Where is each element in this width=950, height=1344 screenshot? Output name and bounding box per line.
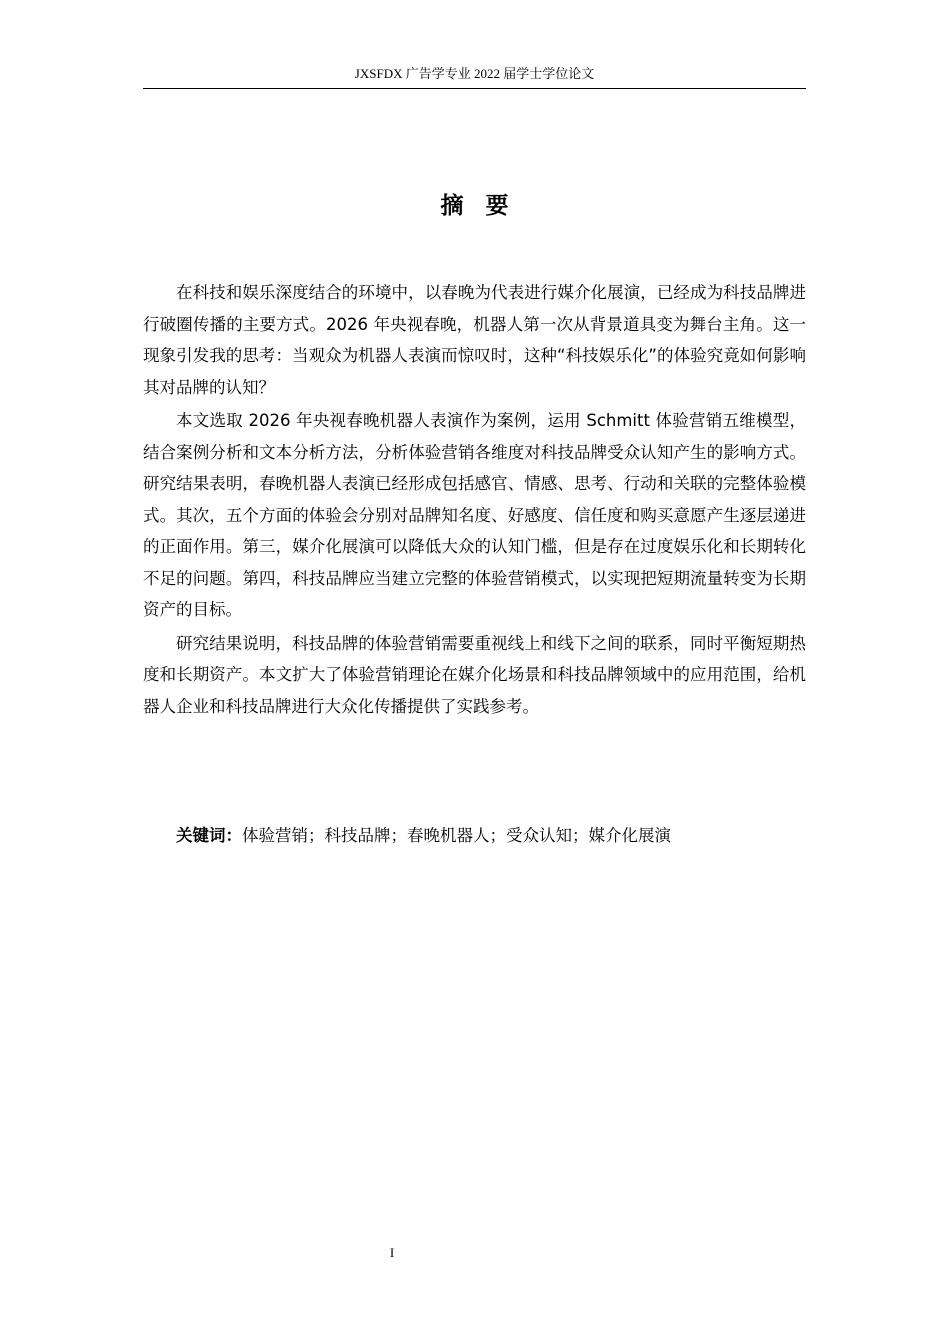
page-number: I bbox=[389, 1245, 395, 1260]
abstract-body bbox=[143, 277, 806, 724]
keywords-label: 关键词： bbox=[176, 826, 242, 845]
keywords-list: 体验营销；科技品牌；春晚机器人；受众认知；媒介化展演 bbox=[242, 826, 671, 845]
keywords-line bbox=[143, 820, 806, 851]
abstract-paragraph-1: 在科技和娱乐深度结合的环境中，以春晚为代表进行媒介化展演，已经成为科技品牌进行破圈传播的主要方式。2026 年央视春晚，机器人第一次从背景道具变为舞台主角。这一现象引发我的思考：当观众为机器人表演而惊叹时，这种“科技娱乐化”的体验究竟如何影响其对品牌的认知？ bbox=[143, 283, 806, 397]
running-header-text: JXSFDX 广告学专业 2022 届学士学位论文 bbox=[354, 66, 595, 81]
abstract-paragraph-3: 研究结果说明，科技品牌的体验营销需要重视线上和线下之间的联系，同时平衡短期热度和长期资产。本文扩大了体验营销理论在媒介化场景和科技品牌领域中的应用范围，给机器人企业和科技品牌进行大众化传播提供了实践参考。 bbox=[143, 633, 806, 716]
abstract-paragraph-2: 本文选取 2026 年央视春晚机器人表演作为案例，运用 Schmitt 体验营销五维模型，结合案例分析和文本分析方法，分析体验营销各维度对科技品牌受众认知产生的影响方式。研究结果表明，春晚机器人表演已经形成包括感官、情感、思考、行动和关联的完整体验模式。其次，五个方面的体验会分别对品牌知名度、好感度、信任度和购买意愿产生逐层递进的正面作用。第三，媒介化展演可以降低大众的认知门槛，但是存在过度娱乐化和长期转化不足的问题。第四，科技品牌应当建立完整的体验营销模式，以实现把短期流量转变为长期资产的目标。 bbox=[143, 411, 806, 619]
abstract-title: 摘要 bbox=[440, 192, 531, 219]
running-header bbox=[143, 62, 806, 89]
